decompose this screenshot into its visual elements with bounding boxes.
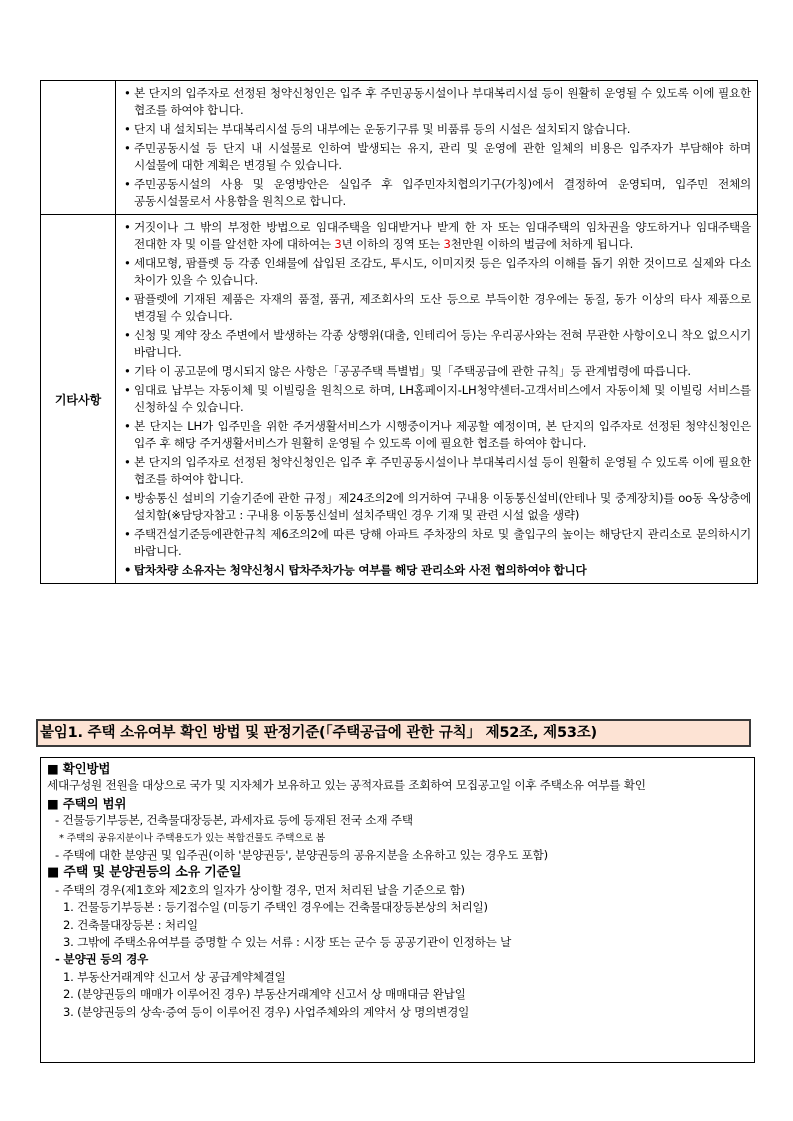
list-item: • 본 단지의 입주자로 선정된 청약신청인은 입주 후 주민공동시설이나 부대복리시설 등이 원활히 운영될 수 있도록 이에 필요한 협조를 하여야 합니다.	[122, 85, 751, 119]
list-item	[122, 219, 751, 253]
subheading-presale: - 분양권 등의 경우	[55, 952, 149, 967]
row-label: 기타사항	[41, 215, 116, 584]
red-number: 3	[334, 237, 342, 251]
item-text: 년 이하의 징역 또는	[341, 237, 444, 251]
list-item: • 주택건설기준등에관한규칙 제6조의2에 따른 당해 아파트 주차장의 차로 및 출입구의 높이는 해당단지 관리소로 문의하시기 바랍니다.	[122, 526, 751, 560]
list-item: • 본 단지는 LH가 입주민을 위한 주거생활서비스가 시행중이거나 제공할 예정이며, 본 단지의 입주자로 선정된 청약신청인은 입주 후 해당 주거생활서비스가 원활히 운영될 수 있도록 이에 필요한 협조를 하여야 합니다.	[122, 418, 751, 452]
item-text: 천만원 이하의 벌금에 처하게 됩니다.	[450, 237, 634, 251]
list-item: • 단지 내 설치되는 부대복리시설 등의 내부에는 운동기구류 및 비품류 등의 시설은 설치되지 않습니다.	[122, 121, 751, 138]
text-line: 1. 부동산거래계약 신고서 상 공급계약체결일	[63, 969, 286, 984]
text-line: 2. (분양권등의 매매가 이루어진 경우) 부동산거래계약 신고서 상 매매대금 완납일	[63, 987, 466, 1002]
text-line: 3. (분양권등의 상속·증여 등이 이루어진 경우) 사업주체와의 계약서 상 명의변경일	[63, 1004, 470, 1019]
list-item: • 본 단지의 입주자로 선정된 청약신청인은 입주 후 주민공동시설이나 부대복리시설 등이 원활히 운영될 수 있도록 이에 필요한 협조를 하여야 합니다.	[122, 454, 751, 488]
row-content	[116, 215, 758, 584]
item-text: 거짓이나 그 밖의 부정한 방법으로 임대주택을 임대받거나 받게 한 자 또는 임대주택의 임차권을 양도하거나 임대주택을 전대한 자 및 이를 알선한 자에 대하여는	[134, 220, 751, 251]
list-item: • 세대모형, 팜플렛 등 각종 인쇄물에 삽입된 조감도, 투시도, 이미지컷 등은 입주자의 이해를 돕기 위한 것이므로 실제와 다소 차이가 있을 수 있습니다.	[122, 255, 751, 289]
text-line: 세대구성원 전원을 대상으로 국가 및 지자체가 보유하고 있는 공적자료를 조회하여 모집공고일 이후 주택소유 여부를 확인	[47, 778, 646, 793]
list-item: • 임대료 납부는 자동이체 및 이빌링을 원칙으로 하며, LH홈페이지-LH청약센터-고객서비스에서 자동이체 및 이빌링 서비스를 신청하실 수 있습니다.	[122, 382, 751, 416]
list-item: • 기타 이 공고문에 명시되지 않은 사항은「공공주택 특별법」및「주택공급에 관한 규칙」등 관계법령에 따릅니다.	[122, 363, 751, 380]
text-line: - 건물등기부등본, 건축물대장등본, 과세자료 등에 등재된 전국 소재 주택	[55, 813, 413, 828]
text-line: 3. 그밖에 주택소유여부를 증명할 수 있는 서류 : 시장 또는 군수 등 공공기관이 인정하는 날	[63, 935, 512, 950]
note-line: * 주택의 공유지분이나 주택용도가 있는 복합건물도 주택으로 봄	[59, 832, 325, 844]
list-item: • 주민공동시설 등 단지 내 시설물로 인하여 발생되는 유지, 관리 및 운영에 관한 일체의 비용은 입주자가 부담해야 하며 시설물에 대한 계획은 변경될 수 있습니다.	[122, 140, 751, 174]
heading-housing-scope: ■ 주택의 범위	[47, 795, 127, 811]
list-item-bold: • 탑차차량 소유자는 청약신청시 탑차주차가능 여부를 해당 관리소와 사전 협의하여야 합니다	[122, 562, 751, 579]
list-item: • 팜플렛에 기재된 제품은 자재의 품절, 품귀, 제조회사의 도산 등으로 부득이한 경우에는 동질, 동가 이상의 타사 제품으로 변경될 수 있습니다.	[122, 291, 751, 325]
row-label-empty	[41, 81, 116, 215]
list-item: • 주민공동시설의 사용 및 운영방안은 실입주 후 입주민자치협의기구(가칭)에서 결정하여 운영되며, 입주민 전체의 공동시설물로서 사용함을 원칙으로 합니다.	[122, 176, 751, 210]
red-number: 3	[443, 237, 451, 251]
table-row	[41, 215, 758, 584]
table-row	[41, 81, 758, 215]
text-line: - 주택에 대한 분양권 및 입주권(이하 '분양권등', 분양권등의 공유지분을 소유하고 있는 경우도 포함)	[55, 848, 548, 863]
row-content	[116, 81, 758, 215]
ownership-criteria-box	[40, 757, 755, 1063]
text-line: - 주택의 경우(제1호와 제2호의 일자가 상이할 경우, 먼저 처리된 날을 기준으로 함)	[55, 882, 465, 897]
section-title: 붙임1. 주택 소유여부 확인 방법 및 판정기준(「주택공급에 관한 규칙」 제52조, 제53조)	[36, 719, 751, 747]
bullet-list	[116, 215, 757, 583]
list-item: • 신청 및 계약 장소 주변에서 발생하는 각종 상행위(대출, 인테리어 등)는 우리공사와는 전혀 무관한 사항이오니 착오 없으시기 바랍니다.	[122, 327, 751, 361]
heading-check-method: ■ 확인방법	[47, 761, 111, 776]
list-item: • 방송통신 설비의 기술기준에 관한 규정」제24조의2에 의거하여 구내용 이동통신설비(안테나 및 중계장치)를 oo동 옥상층에 설치함(※담당자참고 : 구내용 이동통신설비 설치주택인 경우 기재 및 관련 시설 없을 생략)	[122, 490, 751, 524]
notice-table	[40, 80, 758, 584]
text-line: 1. 건물등기부등본 : 등기접수일 (미등기 주택인 경우에는 건축물대장등본상의 처리일)	[63, 900, 488, 915]
heading-ownership-date: ■ 주택 및 분양권등의 소유 기준일	[47, 865, 242, 881]
bullet-list	[116, 81, 757, 214]
text-line: 2. 건축물대장등본 : 처리일	[63, 917, 198, 932]
